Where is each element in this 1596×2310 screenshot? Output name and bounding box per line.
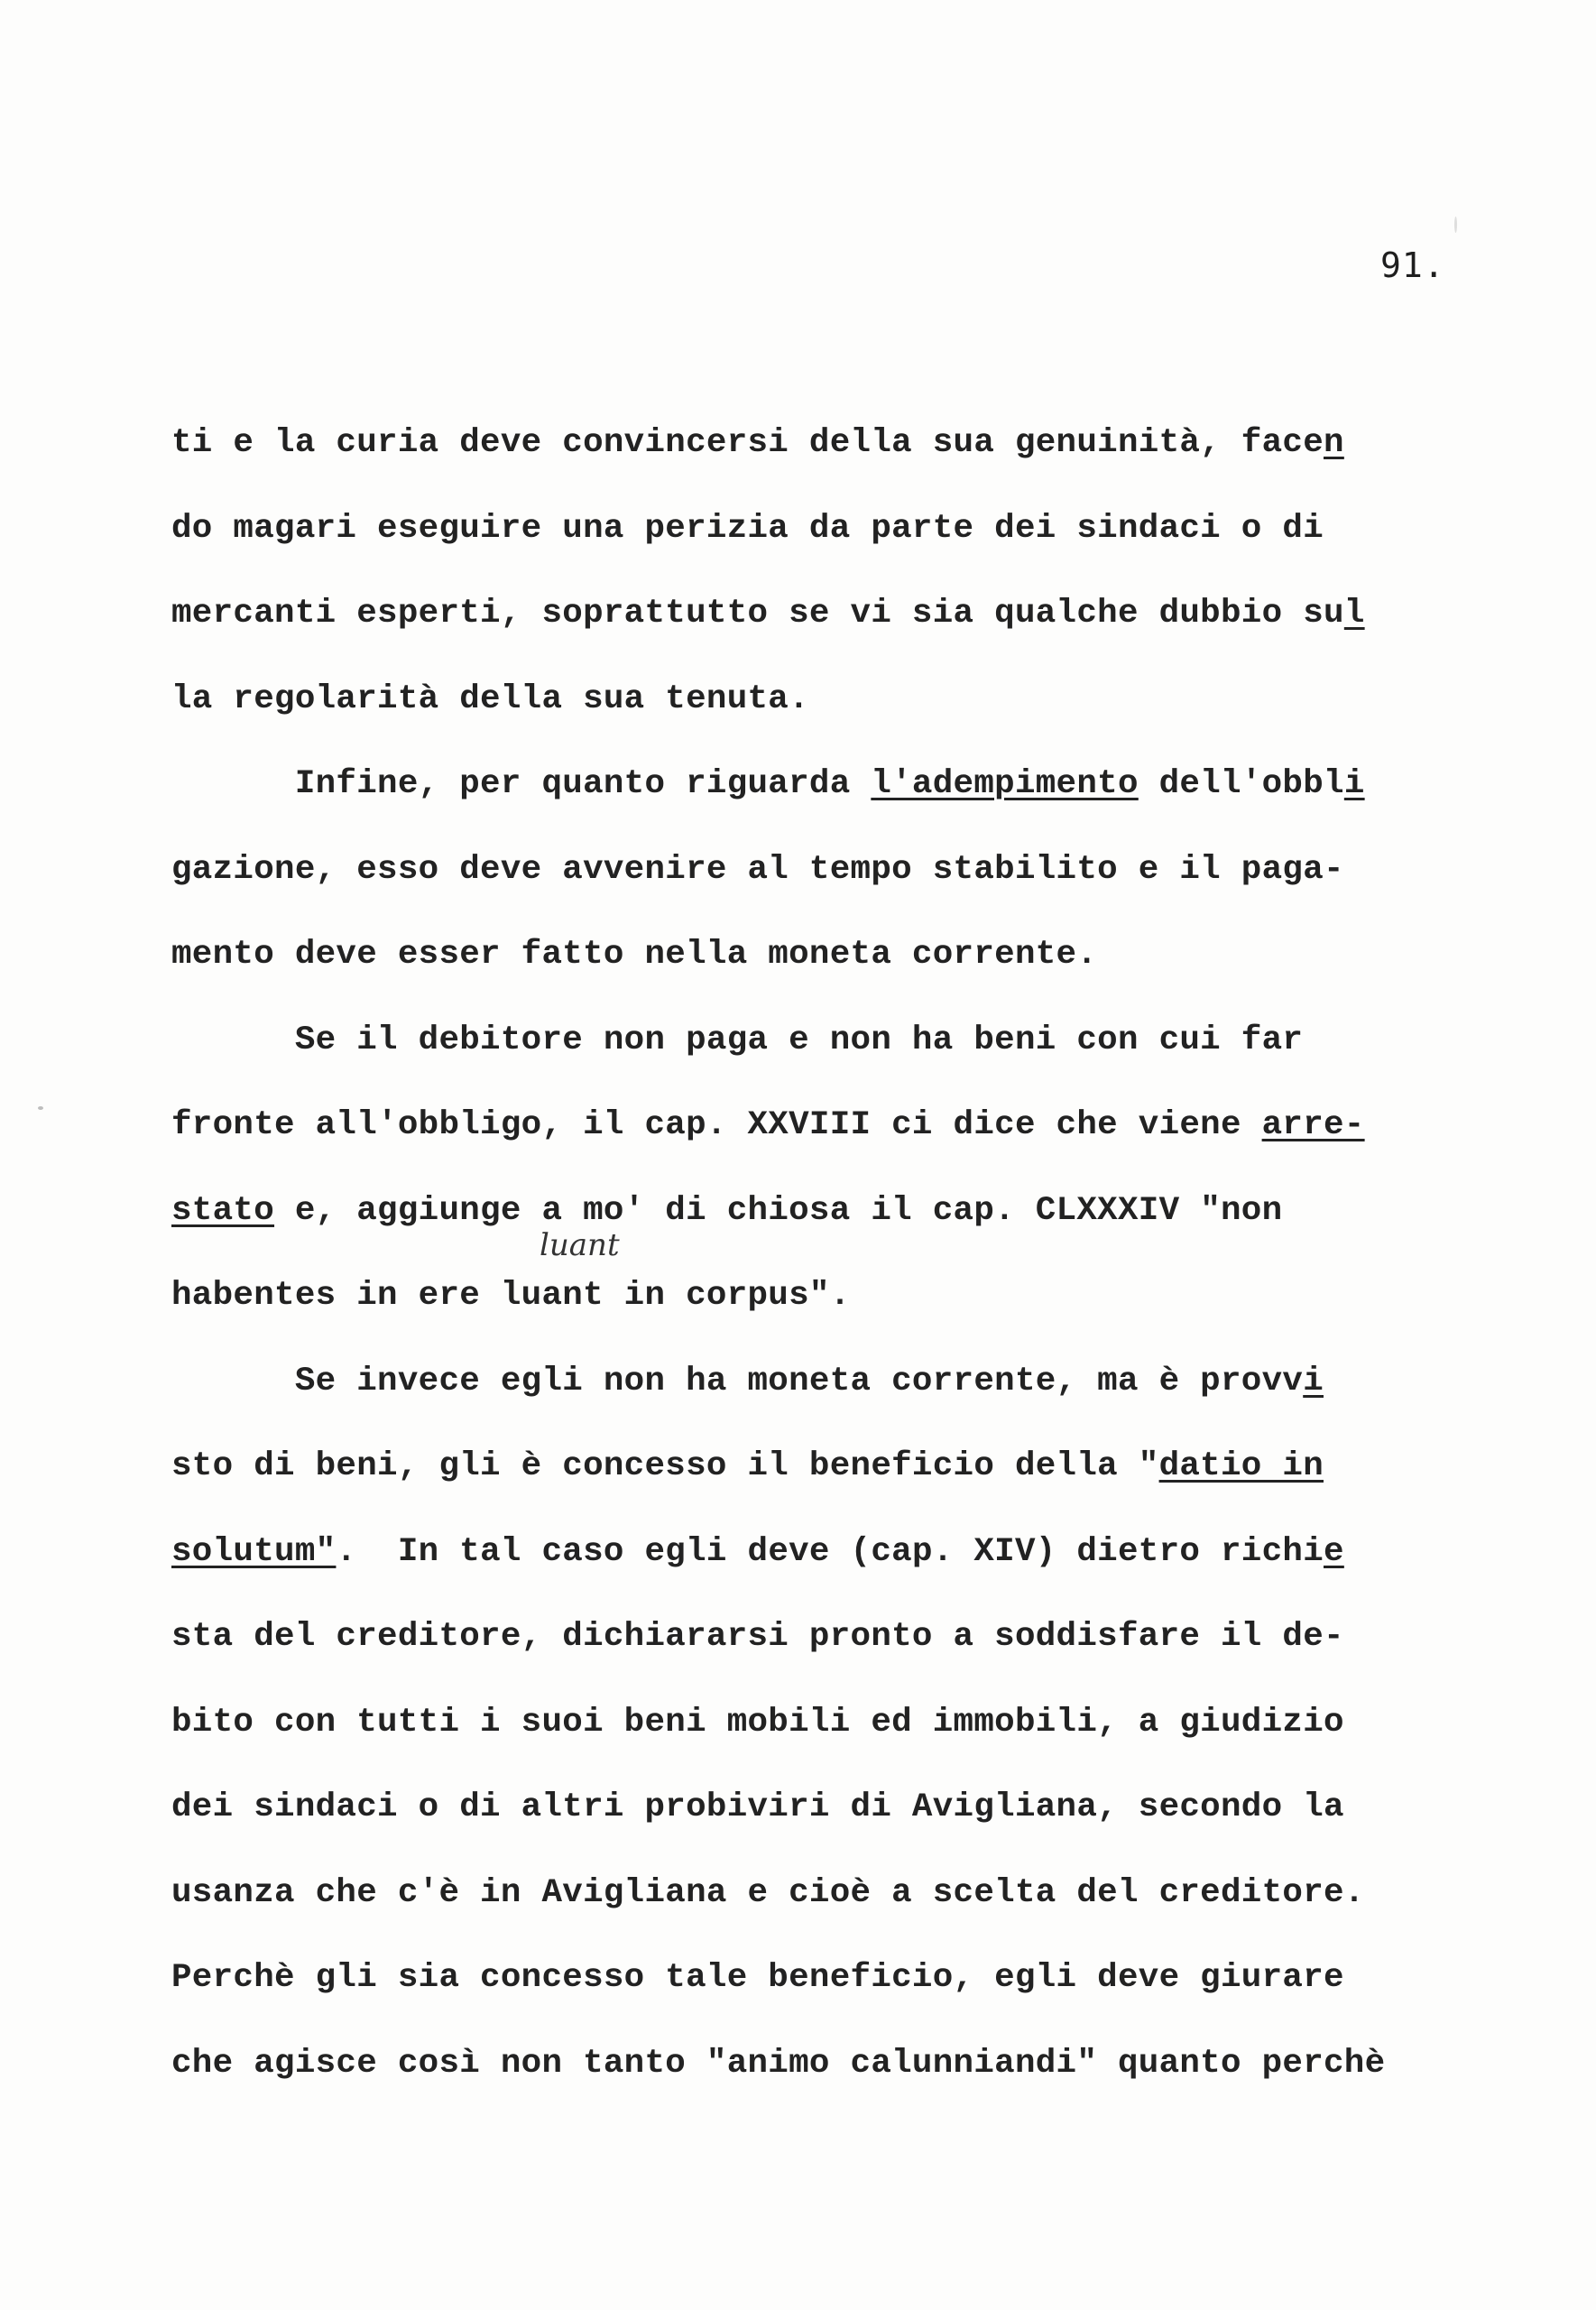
text-line [171,1704,1344,1742]
underlined-text: solutum" [171,1532,337,1571]
handwritten-correction: luant [540,1227,620,1263]
text-line [171,1788,1344,1826]
text-line [171,1363,1324,1400]
text-line [171,1874,1365,1912]
text-line [171,1277,851,1315]
underlined-text: i [1343,765,1365,803]
line-text: dei sindaci o di altri probiviri di Avigliana, secondo la [171,1788,1344,1826]
underlined-text: stato [171,1191,275,1230]
text-line [171,1192,1282,1230]
line-text: Perchè gli sia concesso tale beneficio, egli deve giurare [171,1959,1344,1997]
text-line [171,1106,1365,1144]
line-text: bito con tutti i suoi beni mobili ed immobili, a giudizio [171,1703,1344,1742]
text-line [171,510,1324,548]
text-line [171,765,1365,803]
line-text: sta del creditore, dichiararsi pronto a soddisfare il de- [171,1618,1344,1656]
line-text: e, aggiunge a mo' di chiosa il cap. CLXXXIV "non [274,1191,1283,1230]
line-text: Se il debitore non paga e non ha beni con cui far [171,1021,1304,1059]
text-line [171,936,1097,974]
underlined-text: i [1303,1362,1324,1400]
text-line [171,680,809,718]
line-text: ti e la curia deve convincersi della sua genuinità, face [171,424,1324,462]
text-line [171,1021,1303,1059]
line-text: habentes in ere luant in corpus". [171,1277,851,1315]
line-text: la regolarità della sua tenuta. [171,679,809,718]
line-text: mento deve esser fatto nella moneta corrente. [171,936,1098,974]
text-line [171,1618,1344,1656]
underlined-text: l [1343,595,1365,633]
underlined-text: datio in [1158,1447,1324,1485]
underlined-text: n [1324,424,1344,462]
text-line [171,1447,1324,1485]
text-line [171,595,1365,633]
text-line [171,424,1344,462]
page-speck [38,1106,43,1110]
text-line [171,1959,1344,1997]
line-text: Infine, per quanto riguarda [171,765,872,803]
line-text: do magari eseguire una perizia da parte dei sindaci o di [171,509,1324,548]
underlined-text: arre- [1261,1106,1365,1144]
text-line [171,2045,1385,2083]
line-text: gazione, esso deve avvenire al tempo stabilito e il paga- [171,850,1344,889]
underlined-text: e [1324,1532,1344,1571]
line-text: mercanti esperti, soprattutto se vi sia qualche dubbio su [171,595,1344,633]
line-text: . In tal caso egli deve (cap. XIV) dietro richi [336,1532,1324,1571]
line-text: sto di beni, gli è concesso il beneficio della " [171,1447,1159,1485]
text-line [171,851,1344,889]
page-speck [1454,217,1457,233]
page-number: 91. [1380,245,1445,285]
text-line [171,1533,1344,1571]
line-text: usanza che c'è in Avigliana e cioè a scelta del creditore. [171,1873,1365,1912]
line-text: Se invece egli non ha moneta corrente, ma è provv [171,1362,1304,1400]
underlined-text: l'adempimento [871,765,1139,803]
line-text: che agisce così non tanto "animo calunniandi" quanto perchè [171,2044,1386,2083]
line-text: dell'obbl [1138,765,1344,803]
line-text: fronte all'obbligo, il cap. XXVIII ci dice che viene [171,1106,1262,1144]
